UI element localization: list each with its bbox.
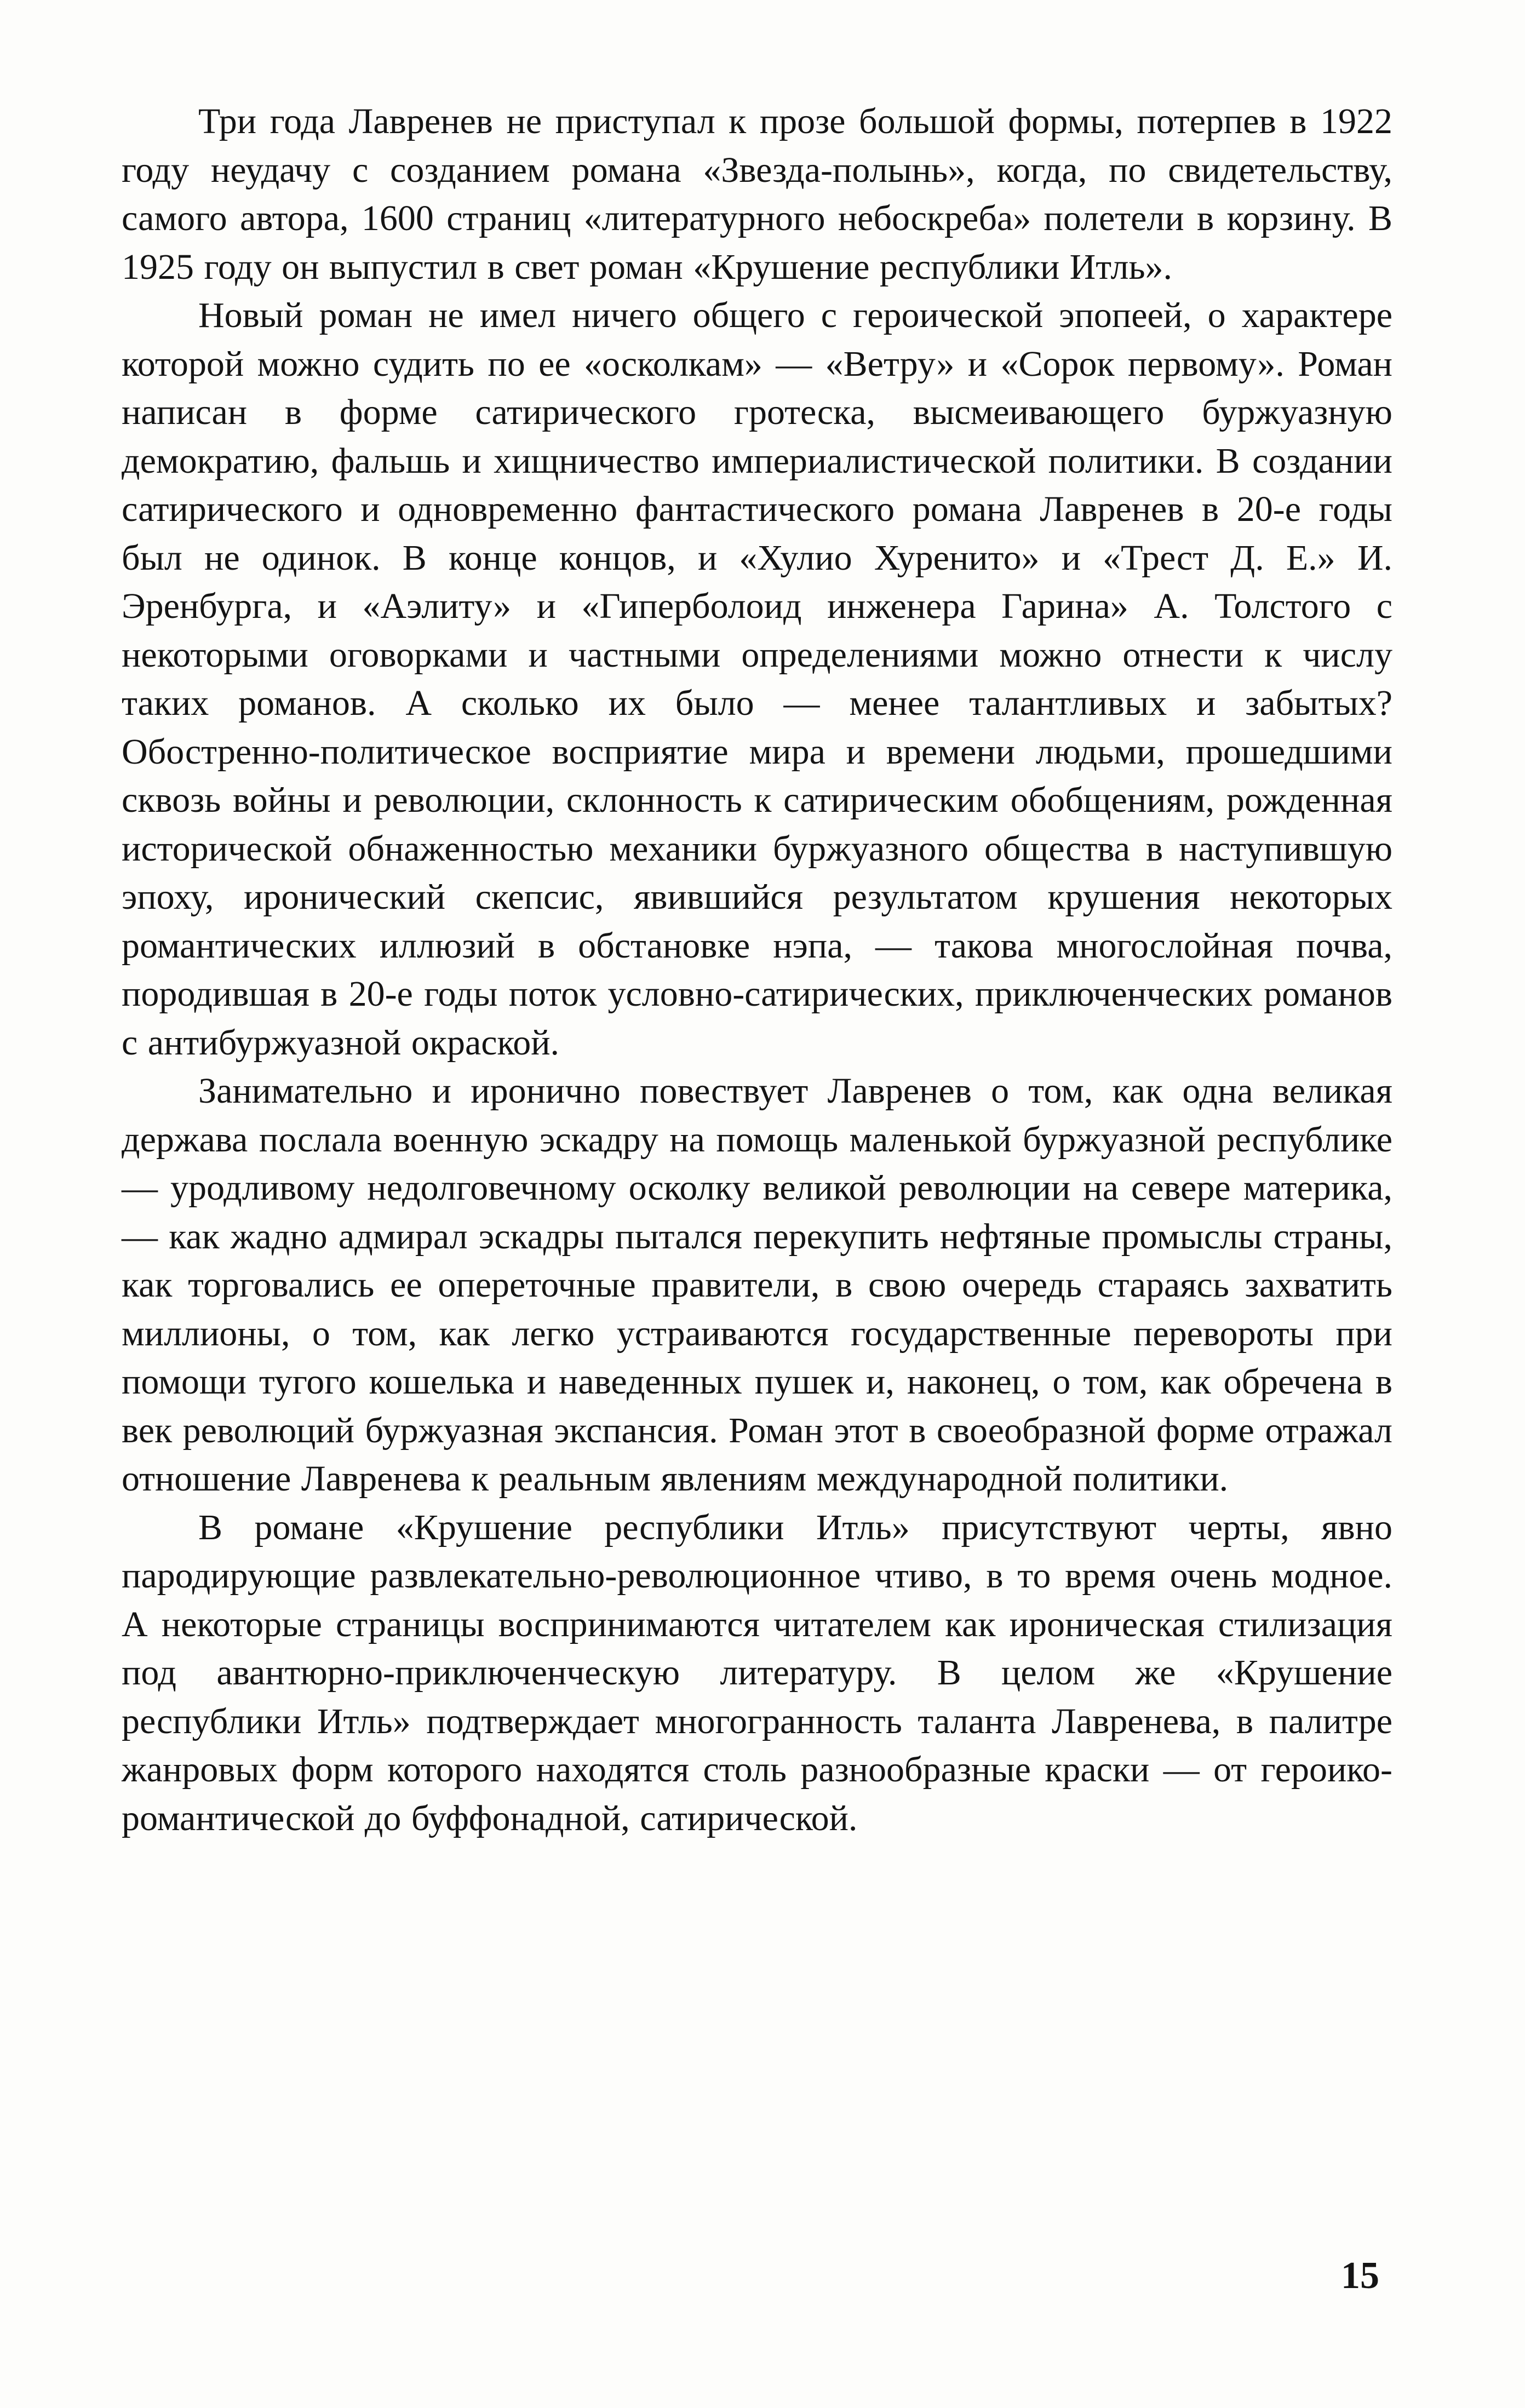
paragraph-3: Занимательно и иронично повествует Лавренев о том, как одна великая держава послала военную эскадру на помощь маленькой буржуазной республике — уродливому недолговечному осколку великой революции на севере материка, — как жадно адмирал эскадры пытался перекупить нефтяные промыслы страны, как торговались ее опереточные правители, в свою очередь стараясь захватить миллионы, о том, как легко устраиваются государственные перевороты при помощи тугого кошелька и наведенных пушек и, наконец, о том, как обречена в век революций буржуазная экспансия. Роман этот в своеобразной форме отражал отношение Лавренева к реальным явлениям международной политики. — [122, 1071, 1392, 1499]
paragraph-1: Три года Лавренев не приступал к прозе большой формы, потерпев в 1922 году неудачу с созданием романа «Звезда-полынь», когда, по свидетельству, самого автора, 1600 страниц «литературного небоскреба» полетели в корзину. В 1925 году он выпустил в свет роман «Крушение республики Итль». — [122, 101, 1392, 287]
paragraph-4: В романе «Крушение республики Итль» присутствуют черты, явно пародирующие развлекательно-революционное чтиво, в то время очень модное. А некоторые страницы воспринимаются читателем как ироническая стилизация под авантюрно-приключенческую литературу. В целом же «Крушение республики Итль» подтверждает многогранность таланта Лавренева, в палитре жанровых форм которого находятся столь разнообразные краски — от героико-романтической до буффонадной, сатирической. — [122, 1507, 1392, 1838]
paragraph-2: Новый роман не имел ничего общего с героической эпопеей, о характере которой можно судить по ее «осколкам» — «Ветру» и «Сорок первому». Роман написан в форме сатирического гротеска, высмеивающего буржуазную демократию, фальшь и хищничество империалистической политики. В создании сатирического и одновременно фантастического романа Лавренев в 20-е годы был не одинок. В конце концов, и «Хулио Хуренито» и «Трест Д. Е.» И. Эренбурга, и «Аэлиту» и «Гиперболоид инженера Гарина» А. Толстого с некоторыми оговорками и частными определениями можно отнести к числу таких романов. А сколько их было — менее талантливых и забытых? Обостренно-политическое восприятие мира и времени людьми, прошедшими сквозь войны и революции, склонность к сатирическим обобщениям, рожденная исторической обнаженностью механики буржуазного общества в наступившую эпоху, иронический скепсис, явившийся результатом крушения некоторых романтических иллюзий в обстановке нэпа, — такова многослойная почва, породившая в 20-е годы поток условно-сатирических, приключенческих романов с антибуржуазной окраской. — [122, 295, 1392, 1063]
body-text — [122, 98, 1392, 1843]
page-number: 15 — [1341, 2255, 1379, 2297]
